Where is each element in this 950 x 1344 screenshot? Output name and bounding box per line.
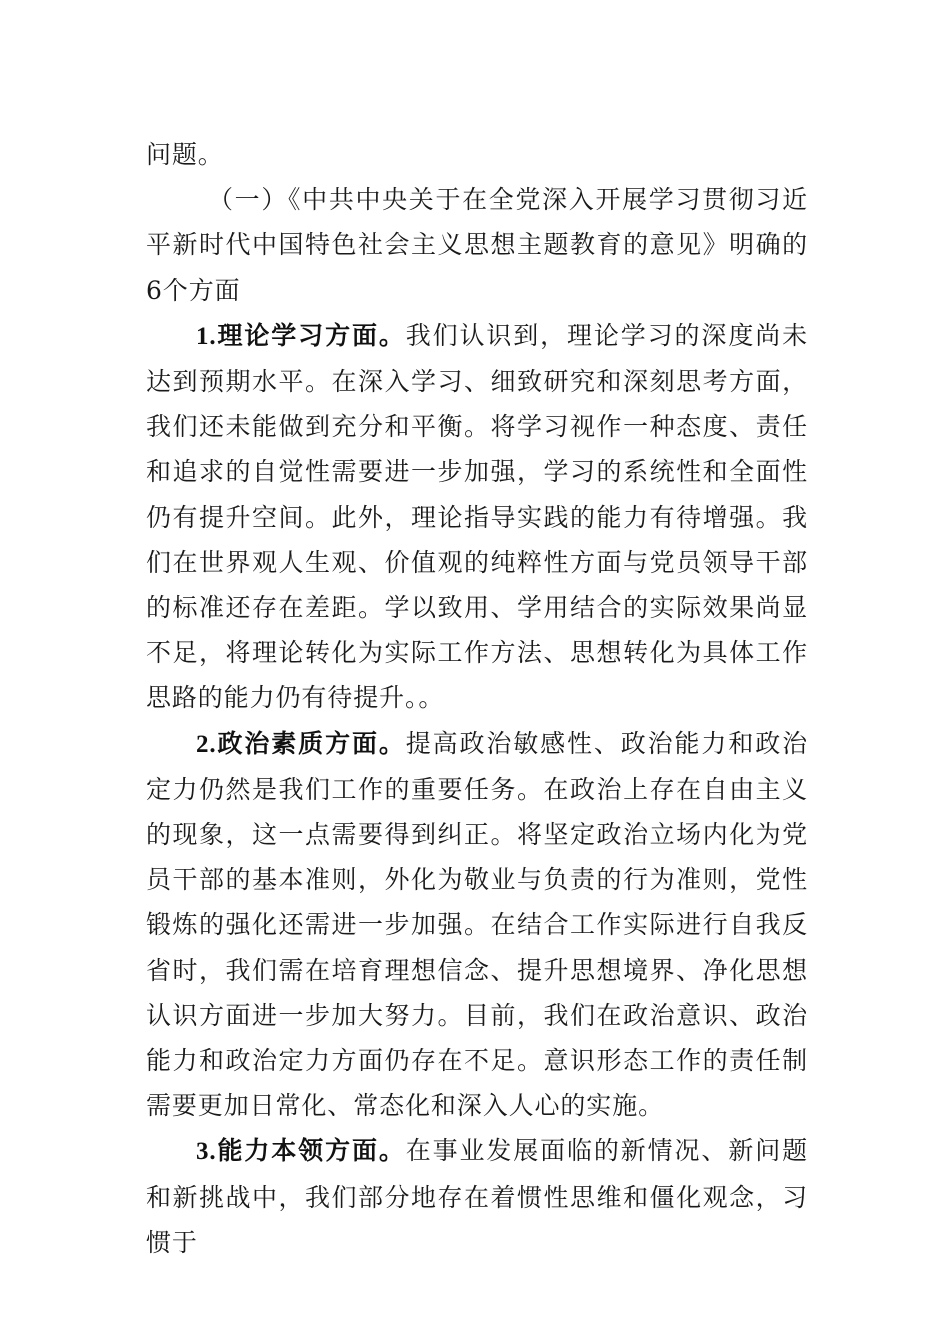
item-paragraph-theory — [146, 313, 808, 721]
item-body-theory: 我们认识到，理论学习的深度尚未达到预期水平。在深入学习、细致研究和深刻思考方面，我们还未能做到充分和平衡。将学习视作一种态度、责任和追求的自觉性需要进一步加强，学习的系统性和全面性仍有提升空间。此外，理论指导实践的能力有待增强。我们在世界观人生观、价值观的纯粹性方面与党员领导干部的标准还存在差距。学以致用、学用结合的实际效果尚显不足，将理论转化为实际工作方法、思想转化为具体工作思路的能力仍有待提升。。 — [146, 320, 808, 713]
continuation-paragraph: 问题。 — [146, 140, 224, 169]
item-lead-theory: 1.理论学习方面。 — [196, 322, 406, 350]
item-paragraph-political — [146, 721, 808, 1129]
item-lead-ability: 3.能力本领方面。 — [196, 1138, 406, 1166]
item-body-ability: 在事业发展面临的新情况、新问题和新挑战中，我们部分地存在着惯性思维和僵化观念，习惯于 — [146, 1136, 808, 1257]
section-heading: （一）《中共中央关于在全党深入开展学习贯彻习近平新时代中国特色社会主义思想主题教育的意见》明确的6个方面 — [146, 185, 808, 305]
item-paragraph-ability — [146, 1128, 808, 1265]
document-body — [146, 132, 808, 1265]
item-lead-political: 2.政治素质方面。 — [196, 730, 406, 758]
item-body-political: 提高政治敏感性、政治能力和政治定力仍然是我们工作的重要任务。在政治上存在自由主义的现象，这一点需要得到纠正。将坚定政治立场内化为党员干部的基本准则，外化为敬业与负责的行为准则，党性锻炼的强化还需进一步加强。在结合工作实际进行自我反省时，我们需在培育理想信念、提升思想境界、净化思想认识方面进一步加大努力。目前，我们在政治意识、政治能力和政治定力方面仍存在不足。意识形态工作的责任制需要更加日常化、常态化和深入人心的实施。 — [146, 728, 808, 1121]
